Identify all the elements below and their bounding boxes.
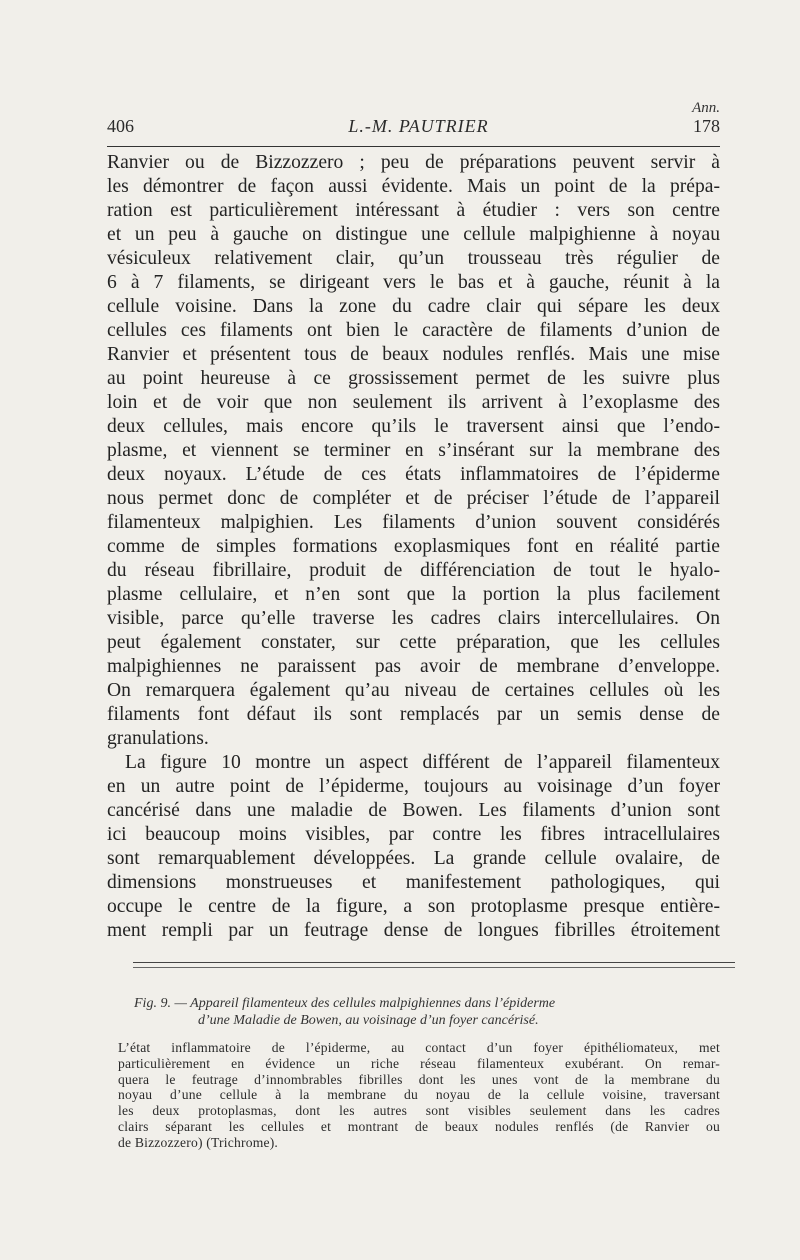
body-line: Ranvier et présentent tous de beaux nodules renflés. Mais une mise [107, 344, 720, 365]
running-title: L.-M. PAUTRIER [348, 116, 489, 136]
body-line: cellule voisine. Dans la zone du cadre clair qui sépare les deux [107, 296, 720, 317]
body-text [107, 151, 720, 943]
description-line: les deux protoplasmas, dont les autres sont visibles seulement dans les cadres [118, 1103, 720, 1119]
body-line: comme de simples formations exoplasmiques font en réalité partie [107, 536, 720, 557]
body-line: cancérisé dans une maladie de Bowen. Les filaments d’union sont [107, 800, 720, 821]
body-line: deux noyaux. L’étude de ces états inflammatoires de l’épiderme [107, 464, 720, 485]
running-header [107, 116, 720, 142]
body-line: loin et de voir que non seulement ils arrivent à l’exoplasme des [107, 392, 720, 413]
body-line: malpighiennes ne paraissent pas avoir de membrane d’enveloppe. [107, 656, 720, 677]
body-line: La figure 10 montre un aspect différent de l’appareil filamenteux [125, 752, 720, 773]
body-line: sont remarquablement développées. La grande cellule ovalaire, de [107, 848, 720, 869]
body-line: cellules ces filaments ont bien le caractère de filaments d’union de [107, 320, 720, 341]
figure-description [118, 1040, 720, 1151]
caption-line-1: Fig. 9. — Appareil filamenteux des cellules malpighiennes dans l’épiderme [134, 996, 556, 1011]
body-line: occupe le centre de la figure, a son protoplasme presque entière- [107, 896, 720, 917]
body-line: Ranvier ou de Bizzozzero ; peu de préparations peuvent servir à [107, 152, 720, 173]
body-line: dimensions monstrueuses et manifestement pathologiques, qui [107, 872, 720, 893]
body-line: peut également constater, sur cette préparation, que les cellules [107, 632, 720, 653]
body-line: vésiculeux relativement clair, qu’un trousseau très régulier de [107, 248, 720, 269]
body-line: visible, parce qu’elle traverse les cadres clairs intercellulaires. On [107, 608, 720, 629]
description-line: noyau d’une cellule à la membrane du noyau de la cellule voisine, traversant [118, 1087, 720, 1103]
body-line: les démontrer de façon aussi évidente. Mais un point de la prépa- [107, 176, 720, 197]
body-line: en un autre point de l’épiderme, toujours au voisinage d’un foyer [107, 776, 720, 797]
figure-rule-lower [133, 967, 735, 968]
figure-rule-upper [133, 962, 735, 963]
body-line: ment rempli par un feutrage dense de longues fibrilles étroitement [107, 920, 720, 941]
body-line: nous permet donc de compléter et de préciser l’étude de l’appareil [107, 488, 720, 509]
body-line: ici beaucoup moins visibles, par contre les fibres intracellulaires [107, 824, 720, 845]
body-line: au point heureuse à ce grossissement permet de les suivre plus [107, 368, 720, 389]
body-line: filaments font défaut ils sont remplacés par un semis dense de [107, 704, 720, 725]
figure-caption [118, 995, 720, 1029]
body-line: plasme, et viennent se terminer en s’insérant sur la membrane des [107, 440, 720, 461]
body-line: deux cellules, mais encore qu’ils le traversent ainsi que l’endo- [107, 416, 720, 437]
caption-line-2: d’une Maladie de Bowen, au voisinage d’un foyer cancérisé. [198, 1013, 539, 1028]
page-number-right: 178 [693, 116, 720, 136]
body-line: filamenteux malpighien. Les filaments d’union souvent considérés [107, 512, 720, 533]
margin-note: Ann. [692, 100, 720, 116]
description-line: particulièrement en évidence un riche réseau filamenteux exubérant. On remar- [118, 1055, 720, 1071]
body-line: On remarquera également qu’au niveau de certaines cellules où les [107, 680, 720, 701]
header-rule [107, 146, 720, 147]
description-line: de Bizzozzero) (Trichrome). [118, 1134, 279, 1150]
page-number-left: 406 [107, 116, 134, 136]
description-line: quera le feutrage d’innombrables fibrilles dont les unes vont de la membrane du [118, 1071, 720, 1087]
description-line: L’état inflammatoire de l’épiderme, au contact d’un foyer épithéliomateux, met [118, 1040, 720, 1055]
body-line: du réseau fibrillaire, produit de différenciation de tout le hyalo- [107, 560, 720, 581]
body-line: plasme cellulaire, et n’en sont que la portion la plus facilement [107, 584, 720, 605]
body-line: ration est particulièrement intéressant à étudier : vers son centre [107, 200, 720, 221]
body-line: 6 à 7 filaments, se dirigeant vers le bas et à gauche, réunit à la [107, 272, 720, 293]
body-line: granulations. [107, 728, 209, 749]
body-line: et un peu à gauche on distingue une cellule malpighienne à noyau [107, 224, 720, 245]
description-line: clairs séparant les cellules et montrant de beaux nodules renflés (de Ranvier ou [118, 1118, 720, 1134]
